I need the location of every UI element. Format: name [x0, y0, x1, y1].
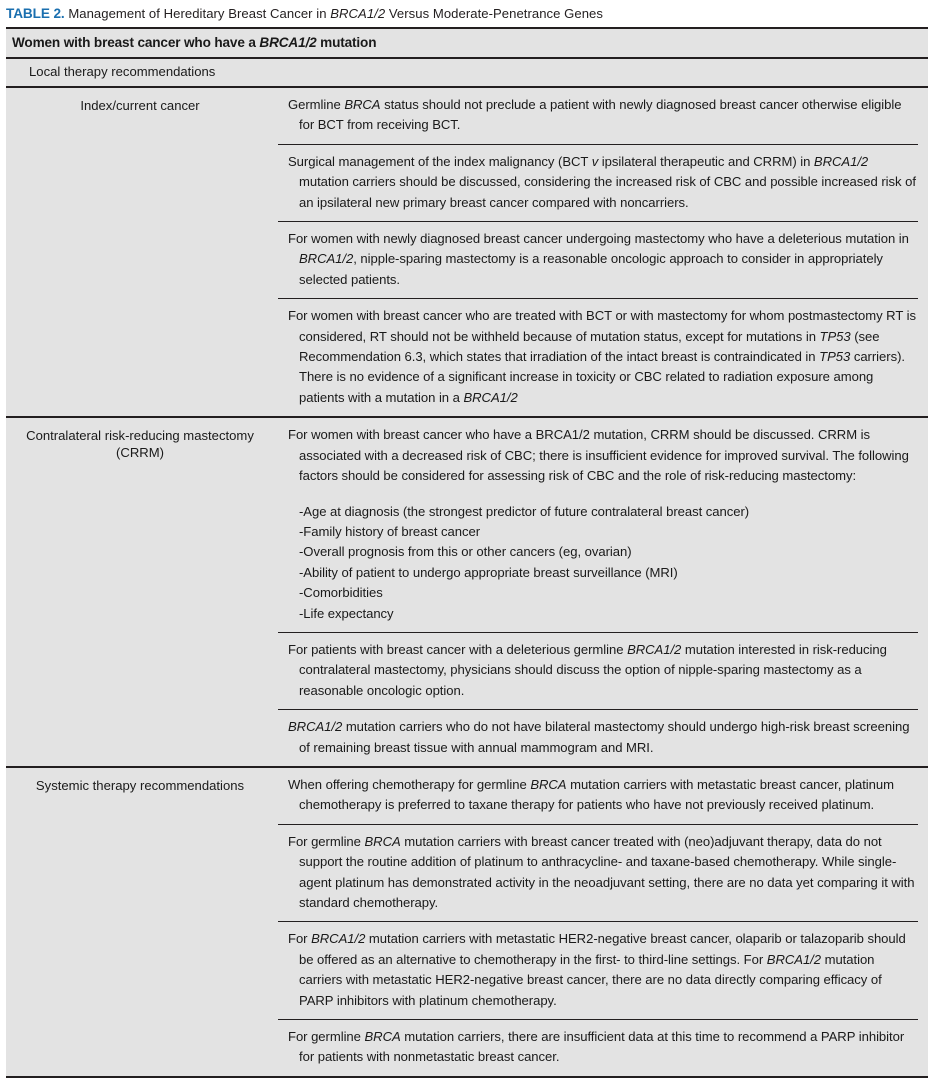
statement-bullet-list: -Age at diagnosis (the strongest predictor of future contralateral breast cancer) -Family history of breast cancer -Overall prognosis from this or other cancers (eg, ovarian) -Ability of patient to undergo appropriate breast surveillance (MRI) -Comorbidities -Life expectancy: [299, 503, 750, 621]
statement: For women with breast cancer who are treated with BCT or with mastectomy for whom postmastectomy RT is considered, RT should not be withheld because of mutation status, except for mutations in TP53 (see Recommendation 6.3, which states that irradiation of the intact breast is contraindicated in TP53 carriers). There is no evidence of a significant increase in toxicity or CBC related to radiation exposure among patients with a mutation in a BRCA1/2: [288, 308, 916, 405]
statement: For patients with breast cancer with a deleterious germline BRCA1/2 mutation interested in risk-reducing contralateral mastectomy, physicians should discuss the option of nipple-sparing mastectomy as a reasonable oncologic option.: [288, 641, 887, 698]
table-row-index-current-cancer: [6, 88, 928, 416]
table-row-systemic-therapy: [6, 768, 928, 1076]
table-2: [6, 27, 928, 1078]
statement: Surgical management of the index malignancy (BCT v ipsilateral therapeutic and CRRM) in BRCA1/2 mutation carriers should be discussed, considering the increased risk of CBC and possible increased risk of an ipsilateral new primary breast cancer compared with noncarriers.: [288, 153, 916, 210]
statement: Germline BRCA status should not preclude a patient with newly diagnosed breast cancer otherwise eligible for BCT from receiving BCT.: [288, 97, 902, 133]
statement: When offering chemotherapy for germline BRCA mutation carriers with metastatic breast cancer, platinum chemotherapy is preferred to taxane therapy for patients who have not previously received platinum.: [288, 776, 894, 813]
statement: For germline BRCA mutation carriers with breast cancer treated with (neo)adjuvant therapy, data do not support the routine addition of platinum to anthracycline- and taxane-based chemotherapy. While single-agent platinum has demonstrated activity in the neoadjuvant setting, there are no data yet comparing it with standard chemotherapy.: [288, 833, 915, 910]
statement: For women with breast cancer who have a BRCA1/2 mutation, CRRM should be discussed. CRRM is associated with a decreased risk of CBC; there is insufficient evidence for improved survival. The following factors should be considered for assessing risk of CBC and the role of risk-reducing mastectomy:: [288, 427, 909, 484]
row-statements-crrm: [274, 418, 928, 766]
statement: For germline BRCA mutation carriers, there are insufficient data at this time to recommend a PARP inhibitor for patients with nonmetastatic breast cancer.: [288, 1029, 905, 1065]
table-caption: [0, 0, 940, 27]
row-label-systemic-therapy: Systemic therapy recommendations: [35, 777, 245, 793]
statement: BRCA1/2 mutation carriers who do not have bilateral mastectomy should undergo high-risk breast screening of remaining breast tissue with annual mammogram and MRI.: [288, 719, 910, 755]
table-number: TABLE 2.: [6, 6, 65, 21]
row-statements-systemic-therapy: [274, 768, 928, 1076]
row-label-index-current-cancer: Index/current cancer: [80, 98, 200, 113]
statement: For BRCA1/2 mutation carriers with metastatic HER2-negative breast cancer, olaparib or talazoparib should be offered as an alternative to chemotherapy in the first- to third-line settings. For BRCA1/2 mutation carriers with metastatic HER2-negative breast cancer, there are no data directly comparing efficacy of PARP inhibitors with platinum chemotherapy.: [288, 931, 906, 1008]
table-row-crrm: [6, 418, 928, 766]
row-statements-index-current-cancer: [274, 88, 928, 416]
table-caption-text: Management of Hereditary Breast Cancer in BRCA1/2 Versus Moderate-Penetrance Genes: [64, 6, 603, 21]
row-label-crrm: Contralateral risk-reducing mastectomy (CRRM): [26, 428, 254, 461]
statement: For women with newly diagnosed breast cancer undergoing mastectomy who have a deleterious mutation in BRCA1/2, nipple-sparing mastectomy is a reasonable oncologic approach to consider in appropriately selected patients.: [288, 231, 909, 287]
group-label-local-therapy: Local therapy recommendations: [29, 64, 216, 79]
table-section-header: Women with breast cancer who have a BRCA1/2 mutation: [12, 35, 377, 50]
